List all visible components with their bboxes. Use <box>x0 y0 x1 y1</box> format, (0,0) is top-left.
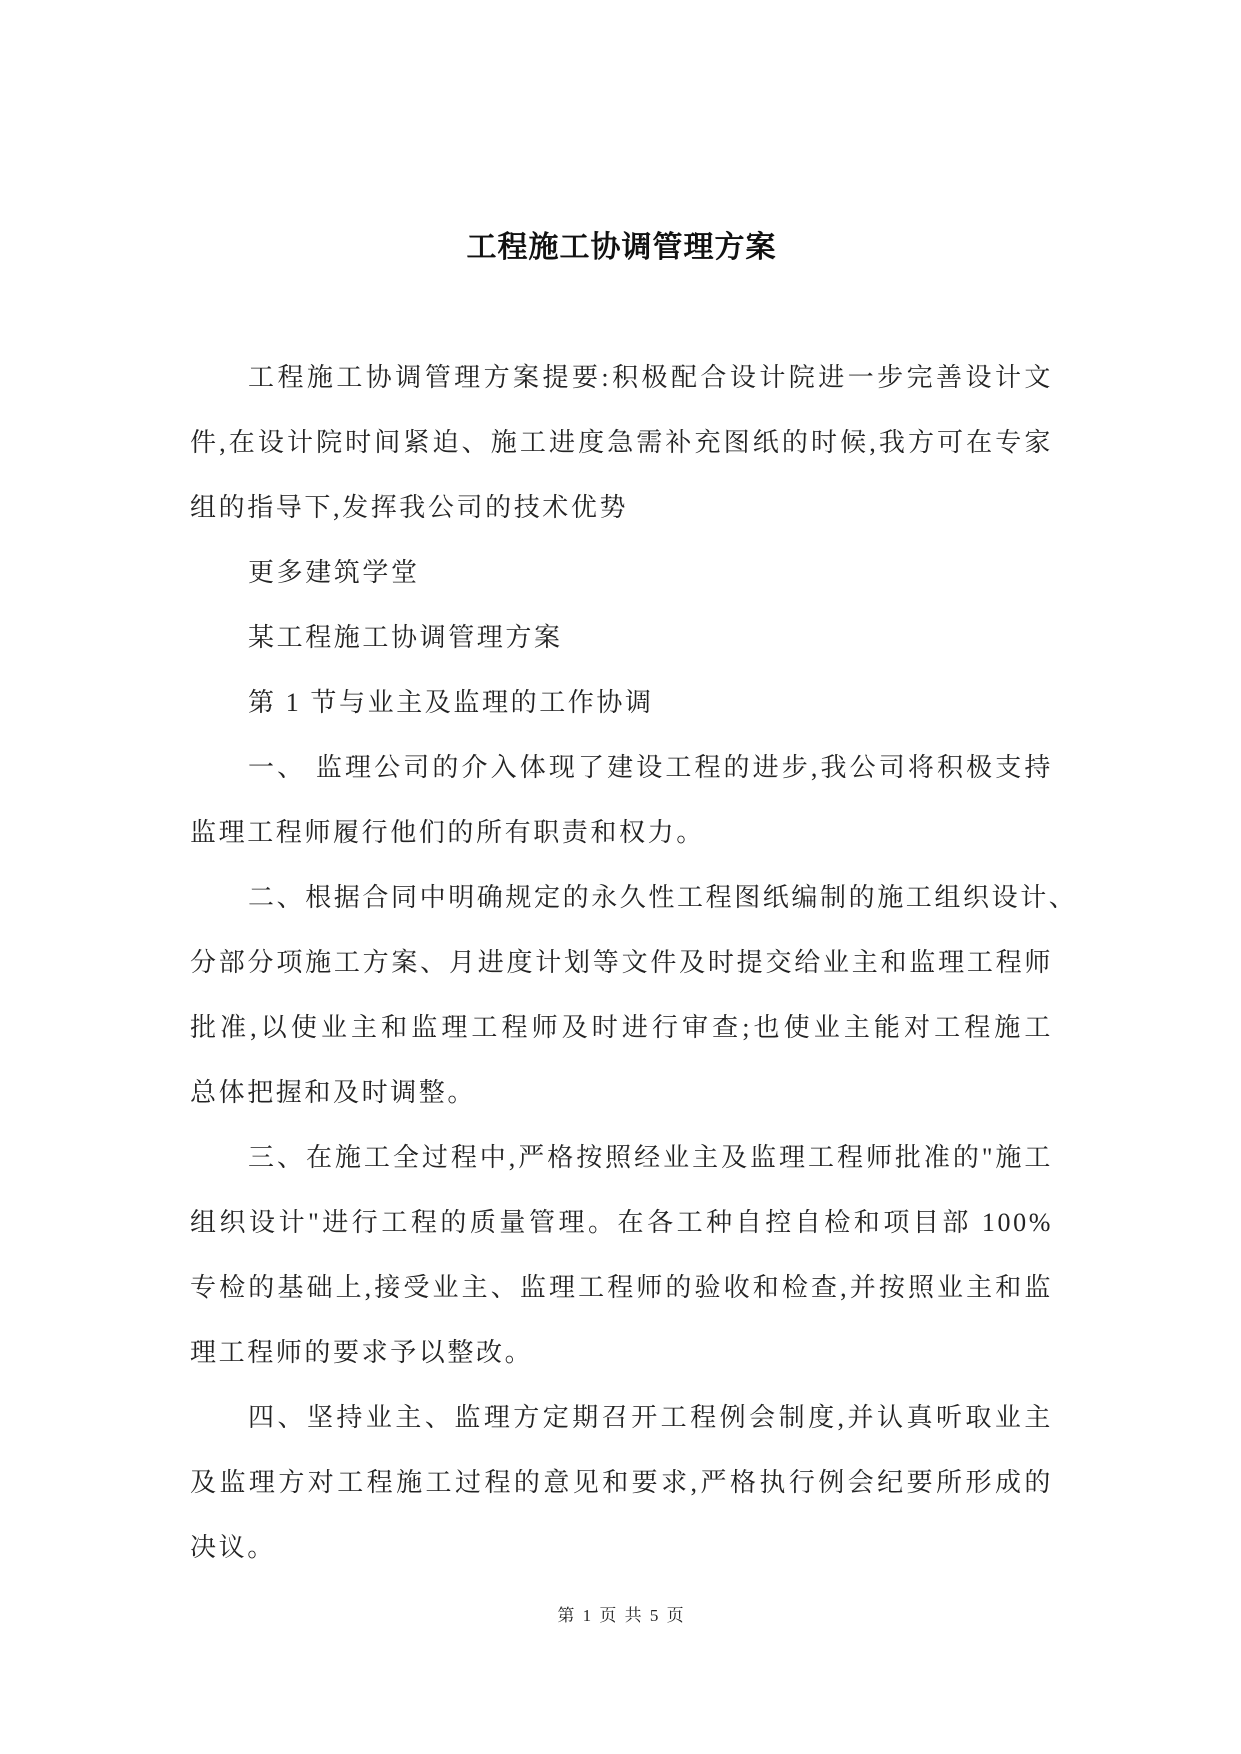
paragraph-line: 三、在施工全过程中,严格按照经业主及监理工程师批准的"施工 <box>248 1143 1053 1172</box>
paragraph-more-link <box>190 540 1053 605</box>
paragraph-subtitle <box>190 605 1053 670</box>
paragraph-line: 四、坚持业主、监理方定期召开工程例会制度,并认真听取业主 <box>248 1403 1053 1432</box>
paragraph-line: 组的指导下,发挥我公司的技术优势 <box>190 493 629 522</box>
paragraph-item-2 <box>190 865 1078 1125</box>
paragraph-summary <box>190 345 1053 540</box>
paragraph-line: 件,在设计院时间紧迫、施工进度急需补充图纸的时候,我方可在专家 <box>190 428 1053 457</box>
section-heading <box>190 670 1053 735</box>
paragraph-line: 分部分项施工方案、月进度计划等文件及时提交给业主和监理工程师 <box>190 948 1053 977</box>
paragraph-line: 工程施工协调管理方案提要:积极配合设计院进一步完善设计文 <box>248 363 1053 392</box>
paragraph-line: 二、根据合同中明确规定的永久性工程图纸编制的施工组织设计、 <box>248 883 1078 912</box>
paragraph-line: 更多建筑学堂 <box>248 558 420 587</box>
paragraph-line: 第 1 节与业主及监理的工作协调 <box>248 688 654 717</box>
paragraph-line: 及监理方对工程施工过程的意见和要求,严格执行例会纪要所形成的 <box>190 1468 1053 1497</box>
document-title: 工程施工协调管理方案 <box>466 230 777 265</box>
document-body <box>190 345 1078 1580</box>
paragraph-line: 组织设计"进行工程的质量管理。在各工种自控自检和项目部 100% <box>190 1208 1053 1237</box>
page-number-footer: 第 1 页 共 5 页 <box>557 1606 686 1625</box>
paragraph-item-4 <box>190 1385 1053 1580</box>
paragraph-line: 某工程施工协调管理方案 <box>248 623 563 652</box>
paragraph-item-1 <box>190 735 1053 865</box>
paragraph-line: 一、 监理公司的介入体现了建设工程的进步,我公司将积极支持 <box>248 753 1053 782</box>
paragraph-item-3 <box>190 1125 1053 1385</box>
paragraph-line: 总体把握和及时调整。 <box>190 1078 477 1107</box>
paragraph-line: 监理工程师履行他们的所有职责和权力。 <box>190 818 705 847</box>
paragraph-line: 专检的基础上,接受业主、监理工程师的验收和检查,并按照业主和监 <box>190 1273 1053 1302</box>
paragraph-line: 理工程师的要求予以整改。 <box>190 1338 534 1367</box>
paragraph-line: 批准,以使业主和监理工程师及时进行审查;也使业主能对工程施工 <box>190 1013 1053 1042</box>
paragraph-line: 决议。 <box>190 1533 276 1562</box>
